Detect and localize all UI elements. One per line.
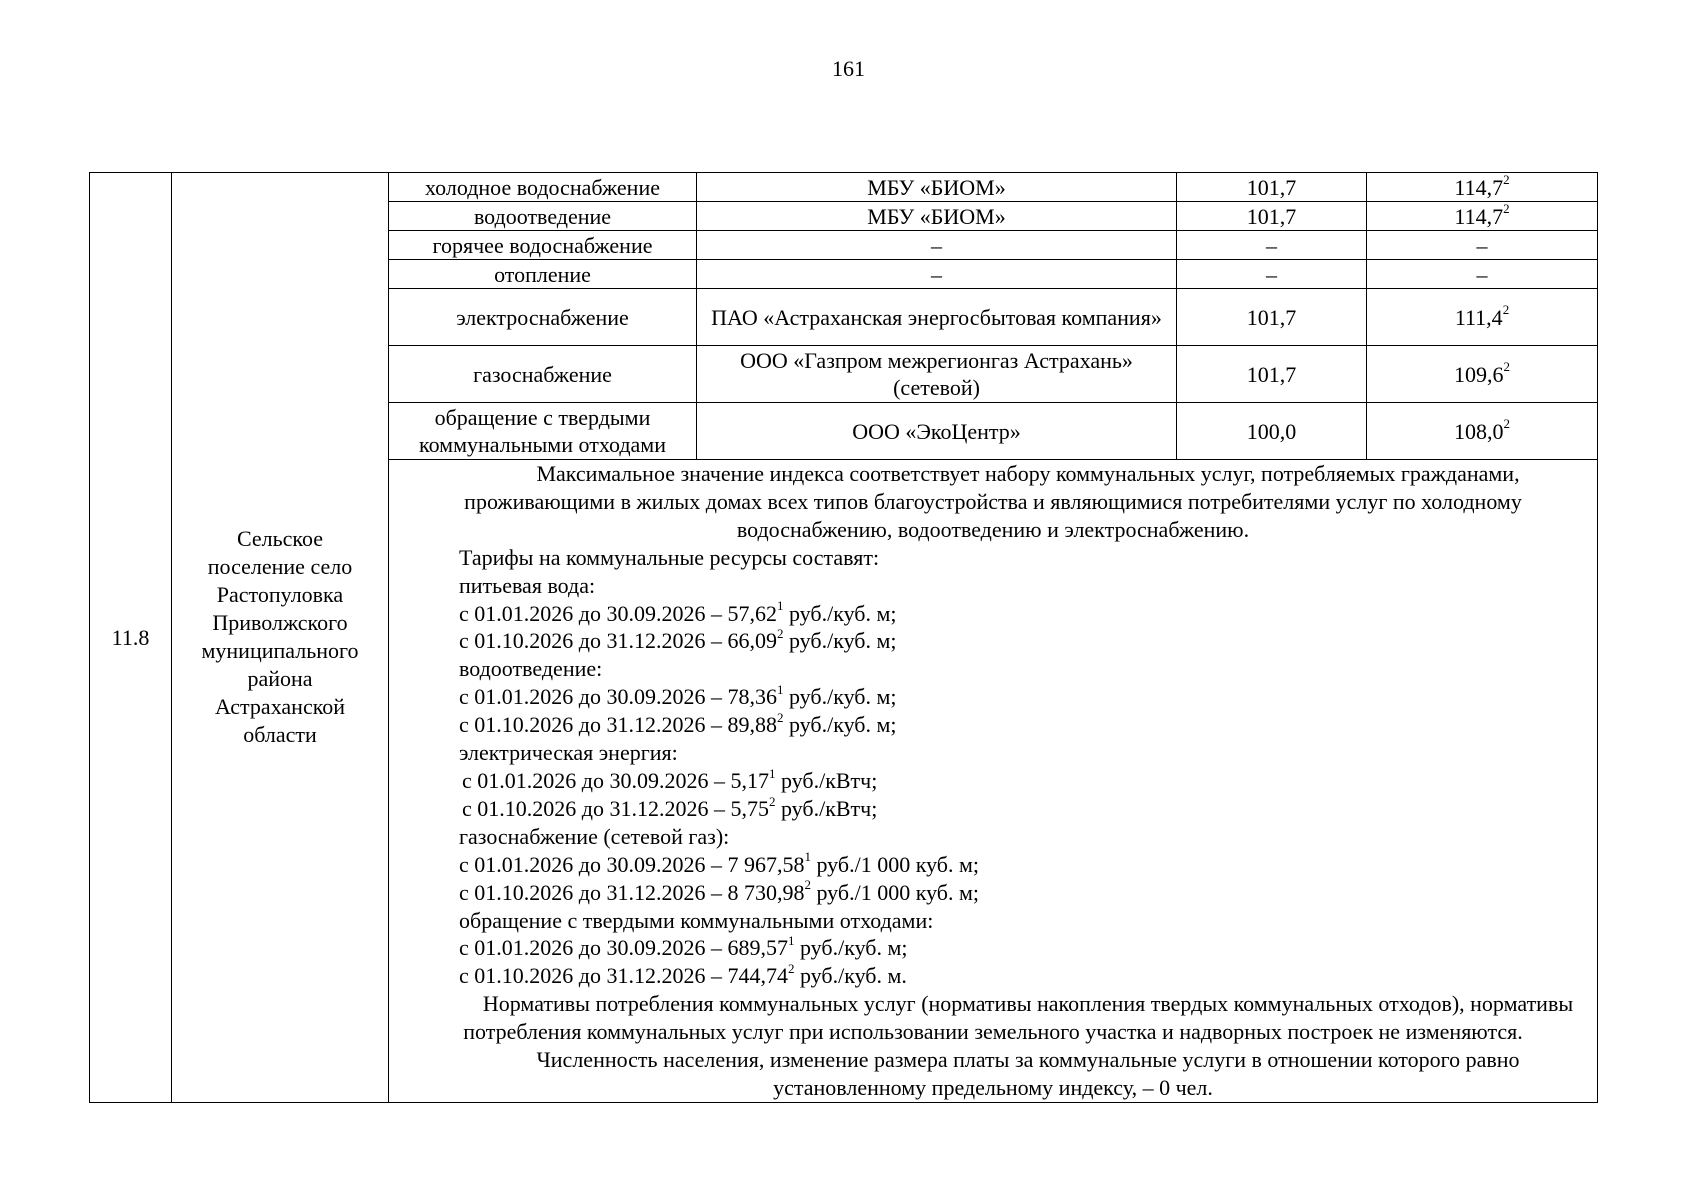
max-index-value: 114,7$^2$ — [1367, 202, 1598, 231]
tariff-line: с 01.01.2026 до 30.09.2026 – 78,36$^1$ руб./куб. м; — [459, 681, 897, 710]
footnote-marker: 2 — [1503, 359, 1510, 375]
index-value: – — [1177, 231, 1367, 260]
provider-name: – — [697, 231, 1177, 260]
tariff-group-title: газоснабжение (сетевой газ): — [459, 823, 730, 849]
index-value: 100,0 — [1177, 403, 1367, 460]
service-name: водоотведение — [389, 202, 697, 231]
max-index-value: 114,7$^2$ — [1367, 173, 1598, 202]
service-name: отопление — [389, 260, 697, 289]
footnote-marker: 2 — [1502, 302, 1510, 318]
intro-paragraph: Максимальное значение индекса соответствует набору коммунальных услуг, потребляемых гражданами, проживающими в жилых домах всех типов благоустройства и являющимися потребителями услуг по холодному водоснабжению, водоотведению и электроснабжению. — [464, 461, 1522, 542]
max-index-value: 111,4$^2$ — [1367, 289, 1598, 346]
utilities-table — [89, 172, 1598, 1103]
index-value: – — [1177, 260, 1367, 289]
tariff-line: с 01.01.2026 до 30.09.2026 – 57,62$^1$ руб./куб. м; — [459, 598, 897, 626]
provider-name: ООО «ЭкоЦентр» — [697, 403, 1177, 460]
service-name: холодное водоснабжение — [389, 173, 697, 202]
max-index-value: – — [1367, 260, 1598, 289]
tariff-line: с 01.10.2026 до 31.12.2026 – 8 730,98$^2$ руб./1 000 куб. м; — [459, 877, 980, 905]
page-number: 161 — [832, 56, 865, 81]
provider-name: ПАО «Астраханская энергосбытовая компания» — [697, 289, 1177, 346]
index-value: 101,7 — [1177, 289, 1367, 346]
provider-name: МБУ «БИОМ» — [697, 173, 1177, 202]
service-name: горячее водоснабжение — [389, 231, 697, 260]
tariff-line: с 01.10.2026 до 31.12.2026 – 66,09$^2$ руб./куб. м; — [459, 626, 897, 654]
footnote-marker: 2 — [1503, 172, 1510, 188]
tariff-group-title: обращение с твердыми коммунальными отходами: — [459, 907, 934, 933]
tariff-group-title: питьевая вода: — [459, 572, 596, 598]
provider-name: МБУ «БИОМ» — [697, 202, 1177, 231]
tariff-line: с 01.10.2026 до 31.12.2026 – 89,88$^2$ руб./куб. м; — [459, 709, 897, 738]
tariff-line: с 01.01.2026 до 30.09.2026 – 7 967,58$^1$ руб./1 000 куб. м; — [459, 849, 980, 877]
index-value: 101,7 — [1177, 173, 1367, 202]
index-value: 101,7 — [1177, 202, 1367, 231]
tariff-line: с 01.01.2026 до 30.09.2026 – 689,57$^1$ руб./куб. м; — [459, 933, 908, 961]
max-index-value: 108,0$^2$ — [1367, 403, 1598, 460]
max-index-value: 109,6$^2$ — [1367, 346, 1598, 403]
footnote-marker: 2 — [1503, 416, 1510, 432]
table-row — [90, 173, 1598, 202]
service-name: электроснабжение — [389, 289, 697, 346]
notes-cell — [389, 460, 1598, 1103]
service-name: обращение с твердыми коммунальными отходами — [389, 403, 697, 460]
population-paragraph: Численность населения, изменение размера платы за коммунальные услуги в отношении которого равно установленному предельному индексу, – 0 чел. — [536, 1047, 1520, 1100]
service-name: газоснабжение — [389, 346, 697, 403]
tariff-line: с 01.10.2026 до 31.12.2026 – 744,74$^2$ руб./куб. м. — [459, 960, 907, 989]
tariff-group-title: электрическая энергия: — [459, 740, 678, 766]
tariff-line: с 01.10.2026 до 31.12.2026 – 5,75$^2$ руб./кВтч; — [462, 793, 878, 821]
max-index-value: – — [1367, 231, 1598, 260]
tariff-group-title: водоотведение: — [459, 656, 603, 682]
provider-name: – — [697, 260, 1177, 289]
index-value: 101,7 — [1177, 346, 1367, 403]
municipality-name: Сельское поселение село Растопуловка Приволжского муниципального района Астраханской области — [172, 173, 389, 1103]
provider-name: ООО «Газпром межрегионгаз Астрахань» (сетевой) — [697, 346, 1177, 403]
row-number: 11.8 — [90, 173, 172, 1103]
norms-paragraph: Нормативы потребления коммунальных услуг (нормативы накопления твердых коммунальных отходов), нормативы потребления коммунальных услуг при использовании земельного участка и надворных построек не изменяются. — [463, 991, 1574, 1045]
tariffs-heading: Тарифы на коммунальные ресурсы составят: — [459, 544, 880, 570]
footnote-marker: 2 — [1503, 201, 1510, 217]
tariff-line: с 01.01.2026 до 30.09.2026 – 5,17$^1$ руб./кВтч; — [462, 765, 878, 793]
